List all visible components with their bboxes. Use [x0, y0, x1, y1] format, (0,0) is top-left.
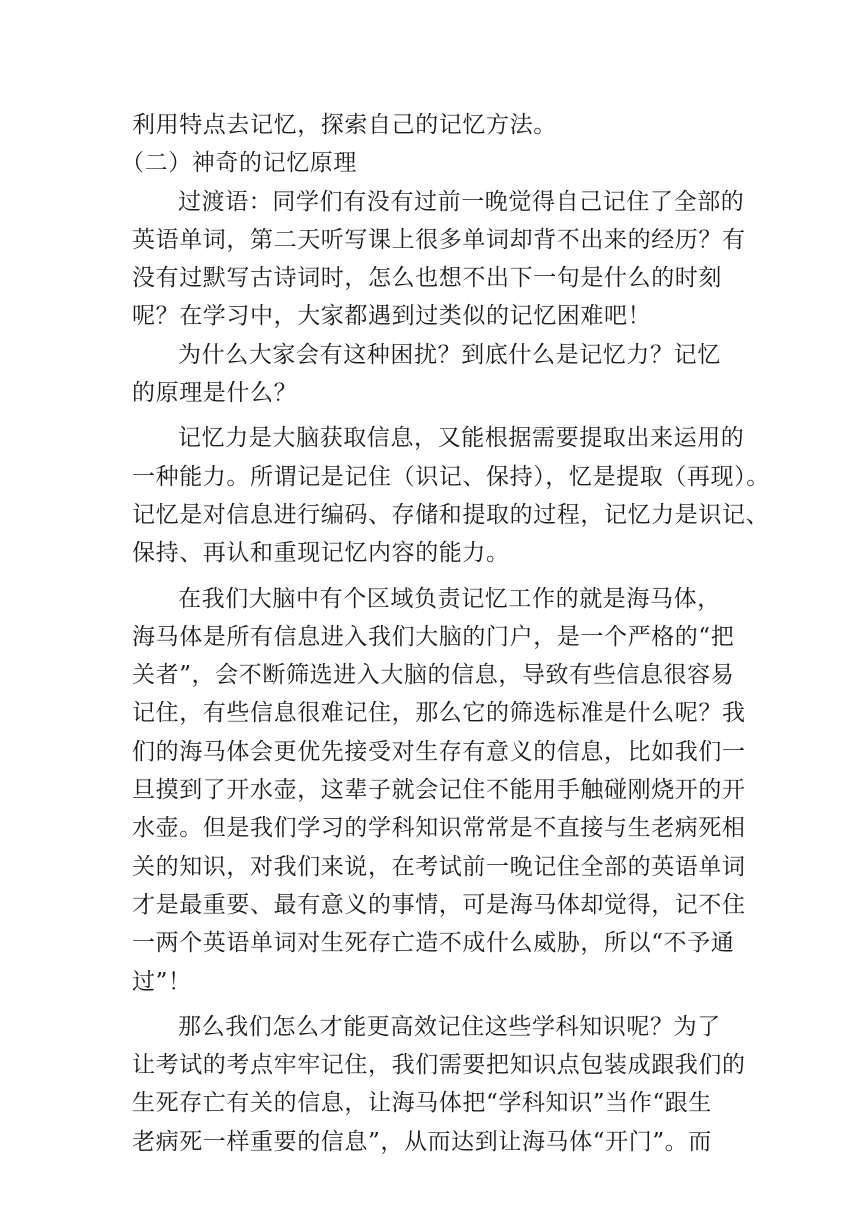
text-line: 旦摸到了开水壶，这辈子就会记住不能用手触碰刚烧开的开: [132, 777, 746, 804]
text-line: 关的知识，对我们来说，在考试前一晚记住全部的英语单词: [132, 853, 746, 880]
text-line: 关者”，会不断筛选进入大脑的信息，导致有些信息很容易: [132, 662, 735, 689]
text-line: 保持、再认和重现记忆内容的能力。: [132, 540, 510, 567]
text-line: 才是最重要、最有意义的事情，可是海马体却觉得，记不住: [132, 891, 746, 918]
text-line: 利用特点去记忆，探索自己的记忆方法。: [132, 112, 557, 138]
text-line: 的原理是什么？: [132, 380, 298, 407]
paragraph-start-line: 在我们大脑中有个区域负责记忆工作的就是海马体，: [178, 585, 721, 612]
text-line: 没有过默写古诗词时，怎么也想不出下一句是什么的时刻: [132, 265, 722, 292]
document-body: [121, 106, 770, 1161]
paragraph-start-line: 那么我们怎么才能更高效记住这些学科知识呢？为了: [178, 1013, 721, 1040]
text-line: 记住，有些信息很难记住，那么它的筛选标准是什么呢？我: [132, 700, 746, 727]
paragraph-start-line: 记忆力是大脑获取信息，又能根据需要提取出来运用的: [178, 425, 745, 452]
text-line: 呢？在学习中，大家都遇到过类似的记忆困难吧！: [132, 303, 652, 330]
text-line: 英语单词，第二天听写课上很多单词却背不出来的经历？有: [132, 226, 746, 253]
text-line: 一两个英语单词对生死存亡造不成什么威胁，所以“不予通: [132, 930, 735, 957]
paragraph-start-line: 过渡语：同学们有没有过前一晚觉得自己记住了全部的: [178, 188, 745, 215]
text-line: 让考试的考点牢牢记住，我们需要把知识点包装成跟我们的: [132, 1052, 746, 1079]
text-line: 记忆是对信息进行编码、存储和提取的过程，记忆力是识记、: [132, 501, 770, 528]
text-line: 们的海马体会更优先接受对生存有意义的信息，比如我们一: [132, 738, 746, 765]
text-line: 生死存亡有关的信息，让海马体把“学科知识”当作“跟生: [132, 1090, 712, 1117]
text-line: 水壶。但是我们学习的学科知识常常是不直接与生老病死相: [132, 815, 746, 842]
text-line: 一种能力。所谓记是记住（识记、保持），忆是提取（再现）。: [132, 463, 770, 490]
section-heading: （二）神奇的记忆原理: [121, 150, 357, 177]
paragraph-start-line: 为什么大家会有这种困扰？到底什么是记忆力？记忆: [178, 341, 721, 368]
text-line: 老病死一样重要的信息”，从而达到让海马体“开门”。而: [132, 1128, 712, 1155]
text-line: 海马体是所有信息进入我们大脑的门户，是一个严格的“把: [132, 623, 735, 650]
text-line: 过”！: [132, 968, 192, 995]
